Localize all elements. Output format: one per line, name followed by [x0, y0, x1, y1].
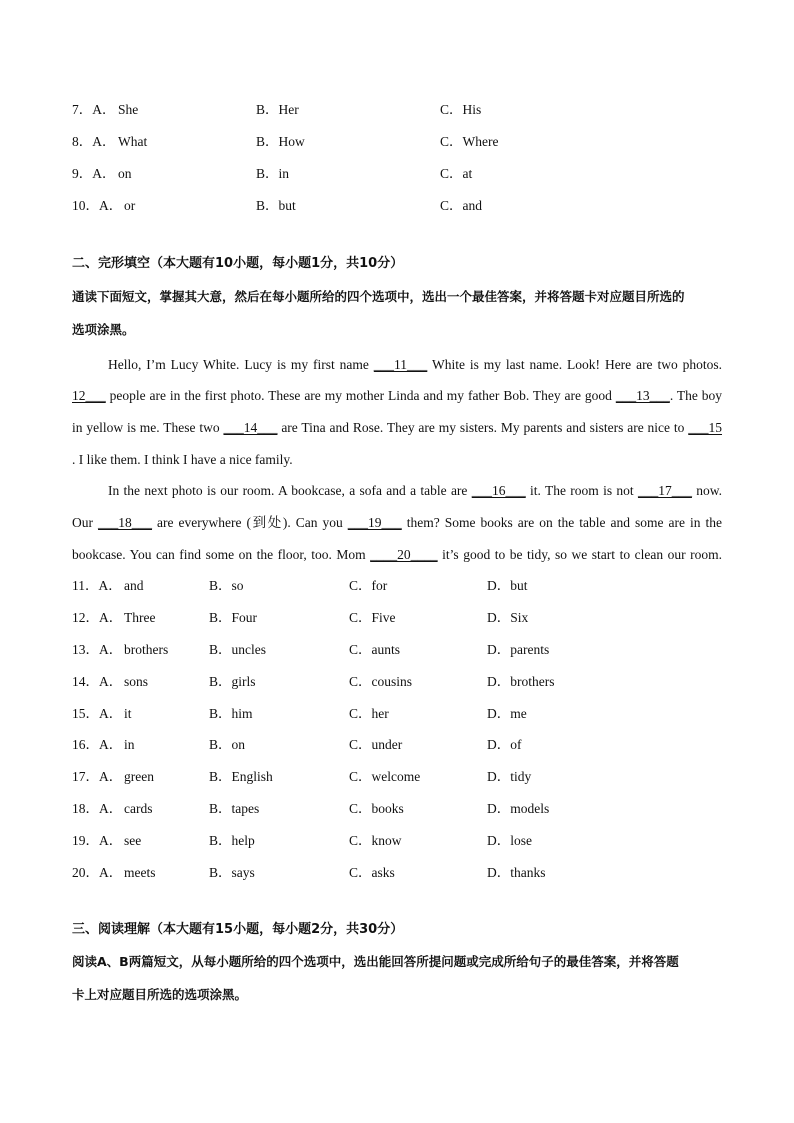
- option-c: C．and: [440, 198, 482, 213]
- passage-line: [72, 355, 722, 375]
- passage-text: people are in the first photo. These are my mother Linda and my father Bob. They are good: [105, 388, 616, 403]
- passage-text: Our: [72, 515, 99, 530]
- option-a: and: [124, 578, 144, 593]
- blank-18: ___18___: [98, 515, 153, 530]
- option-b: B．girls: [209, 674, 256, 689]
- passage-text: in yellow is me. These two: [72, 420, 224, 435]
- option-c: C．asks: [349, 865, 395, 880]
- section-instruction: 选项涂黑。: [72, 322, 135, 337]
- option-d: D．lose: [487, 833, 532, 848]
- question-number: 14．A．: [72, 674, 123, 689]
- blank-15: ___15: [688, 420, 722, 435]
- blank-17: ___17___: [637, 483, 692, 498]
- passage-text: bookcase. You can find some on the floor, too. Mom: [72, 547, 371, 562]
- option-a: on: [118, 166, 132, 181]
- option-c: C．under: [349, 737, 403, 752]
- option-c: C．for: [349, 578, 388, 593]
- question-number: 8．A．: [72, 134, 116, 149]
- option-a: meets: [124, 865, 156, 880]
- option-d: D．models: [487, 801, 550, 816]
- passage-text: In the next photo is our room. A bookcase, a sofa and a table are: [108, 483, 472, 498]
- option-a: in: [124, 737, 135, 752]
- passage-text: them? Some books are on the table and some are in the: [401, 515, 722, 530]
- passage-text: it. The room is not: [525, 483, 638, 498]
- option-b: B．in: [256, 166, 290, 181]
- option-a: cards: [124, 801, 153, 816]
- option-a: sons: [124, 674, 149, 689]
- passage-text: are Tina and Rose. They are my sisters. My parents and sisters are nice to: [277, 420, 689, 435]
- blank-13: ___13___: [615, 388, 670, 403]
- question-number: 18．A．: [72, 801, 123, 816]
- option-d: D．parents: [487, 642, 550, 657]
- section-instruction: 通读下面短文，掌握其大意，然后在每小题所给的四个选项中，选出一个最佳答案，并将答题卡对应题目所选的: [72, 289, 685, 304]
- option-d: D．Six: [487, 610, 529, 625]
- option-b: B．Her: [256, 102, 299, 117]
- passage-text: Hello, I’m Lucy White. Lucy is my first name: [108, 357, 374, 372]
- option-c: C．Where: [440, 134, 499, 149]
- option-b: B．on: [209, 737, 246, 752]
- option-c: C．Five: [349, 610, 396, 625]
- question-number: 11．A．: [72, 578, 122, 593]
- option-b: B．help: [209, 833, 255, 848]
- option-c: C．aunts: [349, 642, 401, 657]
- option-c: C．His: [440, 102, 482, 117]
- option-d: D．but: [487, 578, 528, 593]
- option-a: or: [124, 198, 136, 213]
- passage-text: are everywhere (到处). Can you: [152, 515, 348, 530]
- option-a: green: [124, 769, 154, 784]
- blank-16: ___16___: [471, 483, 526, 498]
- passage-text: . I like them. I think I have a nice family.: [72, 452, 293, 467]
- option-d: D．me: [487, 706, 527, 721]
- option-c: C．know: [349, 833, 402, 848]
- option-c: C．books: [349, 801, 404, 816]
- question-number: 9．A．: [72, 166, 116, 181]
- question-number: 15．A．: [72, 706, 123, 721]
- option-a: see: [124, 833, 142, 848]
- passage-line: [72, 545, 722, 565]
- option-a: it: [124, 706, 132, 721]
- section-heading: 二、完形填空（本大题有10小题，每小题1分，共10分）: [72, 256, 404, 271]
- question-number: 19．A．: [72, 833, 123, 848]
- passage-line: [72, 386, 722, 406]
- passage-text: it’s good to be tidy, so we start to clean our room.: [437, 547, 722, 562]
- option-c: C．welcome: [349, 769, 421, 784]
- option-a: brothers: [124, 642, 169, 657]
- option-c: C．at: [440, 166, 473, 181]
- question-number: 10．A．: [72, 198, 123, 213]
- blank-11: ___11___: [373, 357, 428, 372]
- option-b: B．Four: [209, 610, 258, 625]
- option-c: C．cousins: [349, 674, 413, 689]
- option-a: She: [118, 102, 139, 117]
- option-b: B．How: [256, 134, 305, 149]
- question-number: 20．A．: [72, 865, 123, 880]
- option-b: B．uncles: [209, 642, 266, 657]
- option-d: D．of: [487, 737, 522, 752]
- question-number: 17．A．: [72, 769, 123, 784]
- passage-line: [72, 418, 722, 438]
- section-heading: 三、阅读理解（本大题有15小题，每小题2分，共30分）: [72, 922, 404, 937]
- option-c: C．her: [349, 706, 389, 721]
- passage-line: [72, 513, 722, 533]
- question-number: 16．A．: [72, 737, 123, 752]
- section-instruction: 卡上对应题目所选的选项涂黑。: [72, 987, 248, 1002]
- blank-14: ___14___: [223, 420, 278, 435]
- option-b: B．says: [209, 865, 255, 880]
- blank-19: ___19___: [347, 515, 402, 530]
- option-b: B．tapes: [209, 801, 260, 816]
- blank-20: ____20____: [370, 547, 438, 562]
- passage-line: [72, 481, 722, 501]
- option-d: D．thanks: [487, 865, 546, 880]
- question-number: 13．A．: [72, 642, 123, 657]
- option-d: D．brothers: [487, 674, 555, 689]
- option-a: Three: [124, 610, 156, 625]
- question-number: 12．A．: [72, 610, 123, 625]
- blank-12: 12___: [72, 388, 106, 403]
- section-instruction: 阅读A、B两篇短文，从每小题所给的四个选项中，选出能回答所提问题或完成所给句子的最佳答案，并将答题: [72, 954, 679, 969]
- option-a: What: [118, 134, 148, 149]
- option-b: B．him: [209, 706, 253, 721]
- question-number: 7．A．: [72, 102, 116, 117]
- passage-line: [72, 450, 722, 470]
- option-b: B．so: [209, 578, 244, 593]
- option-d: D．tidy: [487, 769, 532, 784]
- passage-text: . The boy: [669, 388, 722, 403]
- passage-text: now.: [691, 483, 723, 498]
- passage-text: White is my last name. Look! Here are two photos.: [427, 357, 722, 372]
- option-b: B．but: [256, 198, 296, 213]
- option-b: B．English: [209, 769, 273, 784]
